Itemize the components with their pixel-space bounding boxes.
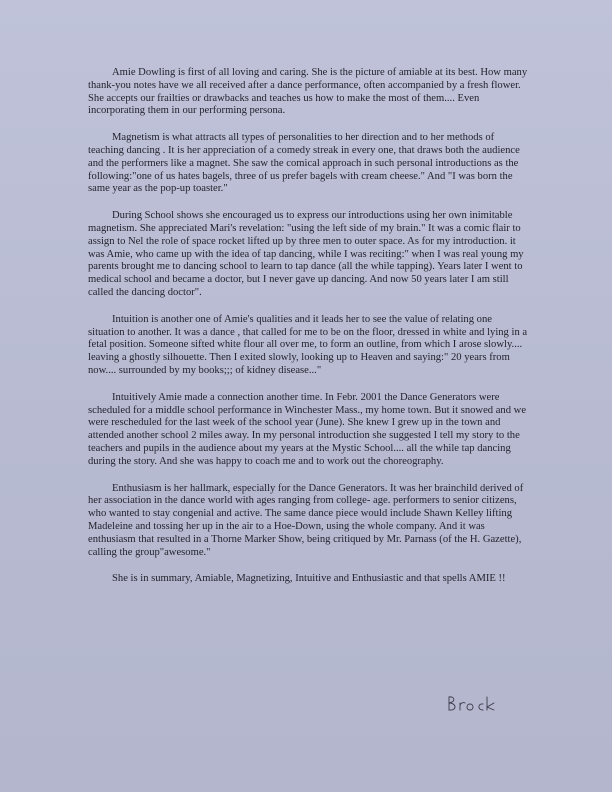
signature-image [446,694,506,714]
paragraph-intuition: Intuition is another one of Amie's qualities and it leads her to see the value of relating one situation to another. It was a dance , that called for me to be on the floor, dressed in white and lying in a fetal position. Someone sifted white flour all over me, to form an outline, from which I arose slowly.... leaving a ghostly silhouette. Then I exited slowly, looking up to Heaven and saying:" 20 years from now.... surrounded by my books;;; of kidney disease..." [88,313,528,376]
handwritten-signature [446,694,506,714]
letter-body [88,67,528,600]
paragraph-summary: She is in summary, Amiable, Magnetizing, Intuitive and Enthusiastic and that spells AMIE !! [112,573,506,585]
paragraph-school-shows: During School shows she encouraged us to express our introductions using her own inimitable magnetism. She appreciated Mari's revelation: "using the left side of my brain." It was a comic flair to assign to Nel the role of space rocket lifted up by three men to outer space. As for my introduction. it was Amie, who came up with the idea of tap dancing, while I was reciting:" when I was real young my parents brought me to dancing school to learn to tap dance (all the while tapping). Years later I went to medical school and became a doctor, but I never gave up dancing. And now 50 years later I am still called the dancing doctor". [88,210,524,298]
paragraph-magnetism: Magnetism is what attracts all types of personalities to her direction and to her methods of teaching dancing . It is her appreciation of a comedy streak in every one, that draws both the audience and the performers like a magnet. She saw the comical approach in such personal introductions as the following:"one of us hates bagels, three of us prefer bagels with cream cheese." And "I was born the same year as the pop-up toaster." [88,132,520,195]
paragraph-intuitively: Intuitively Amie made a connection another time. In Febr. 2001 the Dance Generators were scheduled for a middle school performance in Winchester Mass., my home town. But it snowed and we were rescheduled for the last week of the school year (June). She knew I grew up in the town and attended another school 2 miles away. In my personal introduction she suggested I tell my story to the teachers and pupils in the audience about my years at the Mystic School.... all the while tap dancing during the story. And she was happy to coach me and to work out the choreography. [88,391,527,467]
paragraph-intro: Amie Dowling is first of all loving and caring. She is the picture of amiable at its best. How many thank-you notes have we all received after a dance performance, often accompanied by a fresh flower. She accepts our frailties or drawbacks and teaches us how to make the most of them.... Even incorporating them in our performing persona. [88,67,528,117]
paragraph-enthusiasm: Enthusiasm is her hallmark, especially for the Dance Generators. It was her brainchild derived of her association in the dance world with ages ranging from college- age. performers to senior citizens, who wanted to stay congenial and active. The same dance piece would include Shawn Kelley lifting Madeleine and tossing her up in the air to a Hoe-Down, using the whole company. And it was enthusiasm that resulted in a Thorne Marker Show, being critiqued by Mr. Parnass (of the H. Gazette), calling the group"awesome." [88,482,524,558]
